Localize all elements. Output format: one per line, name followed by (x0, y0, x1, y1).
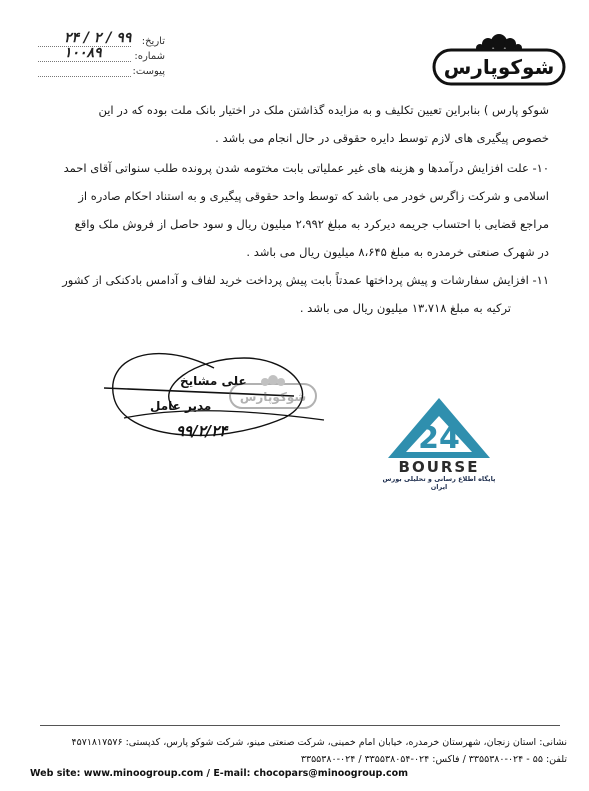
signer-name: علی مشایخ (180, 374, 247, 388)
bourse-wordmark: BOURSE (398, 458, 480, 476)
logo-text: شوکوپارس (443, 55, 555, 79)
footer-address: نشانی: استان زنجان، شهرستان خرمدره، خیابان امام خمینی، شرکت صنعتی مینو، شرکت شوکو پارس، کدپستی: ۴۵۷۱۸۱۷۵۷۶ (71, 737, 567, 748)
body-line: اسلامی و شرکت زاگرس خودر می باشد که توسط واحد حقوقی پیگیری و به استناد احکام صادره از (78, 189, 549, 203)
body-line: ۱۰- علت افزایش درآمدها و هزینه های غیر عملیاتی بابت مختومه شدن پرونده طلب سنواتی آقای احمد (63, 161, 549, 175)
signer-title: مدیر عامل (150, 399, 212, 413)
footer-web: Web site: www.minoogroup.com / E-mail: chocopars@minoogroup.com (30, 768, 409, 779)
number-dots (38, 61, 131, 62)
footer-phone: تلفن: ۵۵ - ۰۲۴-۳۳۵۵۳۸۰ / فاکس: ۰۲۴-۳۳۵۵۳۸۰۵۴ / ۰۲۴-۳۳۵۵۳۸۰ (300, 754, 567, 765)
number-value: ۱۰۰۸۹ (64, 45, 102, 61)
letter-body (44, 96, 549, 322)
attachment-dots (38, 76, 131, 77)
attachment-label: پیوست: (132, 66, 165, 77)
chocopars-logo (432, 30, 566, 88)
body-line: مراجع قضایی با احتساب جریمه دیرکرد به مبلغ ۲،۹۹۲ میلیون ریال و سود حاصل از فروش ملک واقع (74, 217, 549, 231)
body-line: ۱۱- افزایش سفارشات و پیش پرداختها عمدتاً بابت پیش پرداخت خرید لفاف و آدامس بادکنکی از کشور (62, 273, 549, 287)
svg-text:24: 24 (418, 421, 460, 456)
body-line: خصوص پیگیری های لازم توسط دایره حقوقی در حال انجام می باشد . (215, 131, 549, 145)
bourse-subtitle: پایگاه اطلاع رسانی و تحلیلی بورس ایران (382, 475, 496, 491)
attachment-row (30, 66, 165, 81)
letter-meta (30, 30, 165, 81)
body-line: شوکو پارس ) بنابراین تعیین تکلیف و به مزایده گذاشتن ملک در اختیار بانک ملت بوده که در این (98, 103, 549, 117)
date-value: ۹۹ / ۲ / ۲۴ (64, 30, 132, 46)
body-line: ترکیه به مبلغ ۱۳،۷۱۸ میلیون ریال می باشد . (299, 301, 511, 315)
footer-divider (40, 725, 560, 726)
body-line: در شهرک صنعتی خرمدره به مبلغ ۸،۶۴۵ میلیون ریال می باشد . (246, 245, 549, 259)
number-row (30, 45, 165, 66)
stamp-text: شوکوپارس (239, 390, 307, 404)
date-label: تاریخ: (141, 36, 165, 47)
bourse-logo-icon (386, 396, 492, 460)
number-label: شماره: (134, 51, 165, 62)
signature-date: ۹۹/۲/۲۴ (176, 422, 228, 440)
